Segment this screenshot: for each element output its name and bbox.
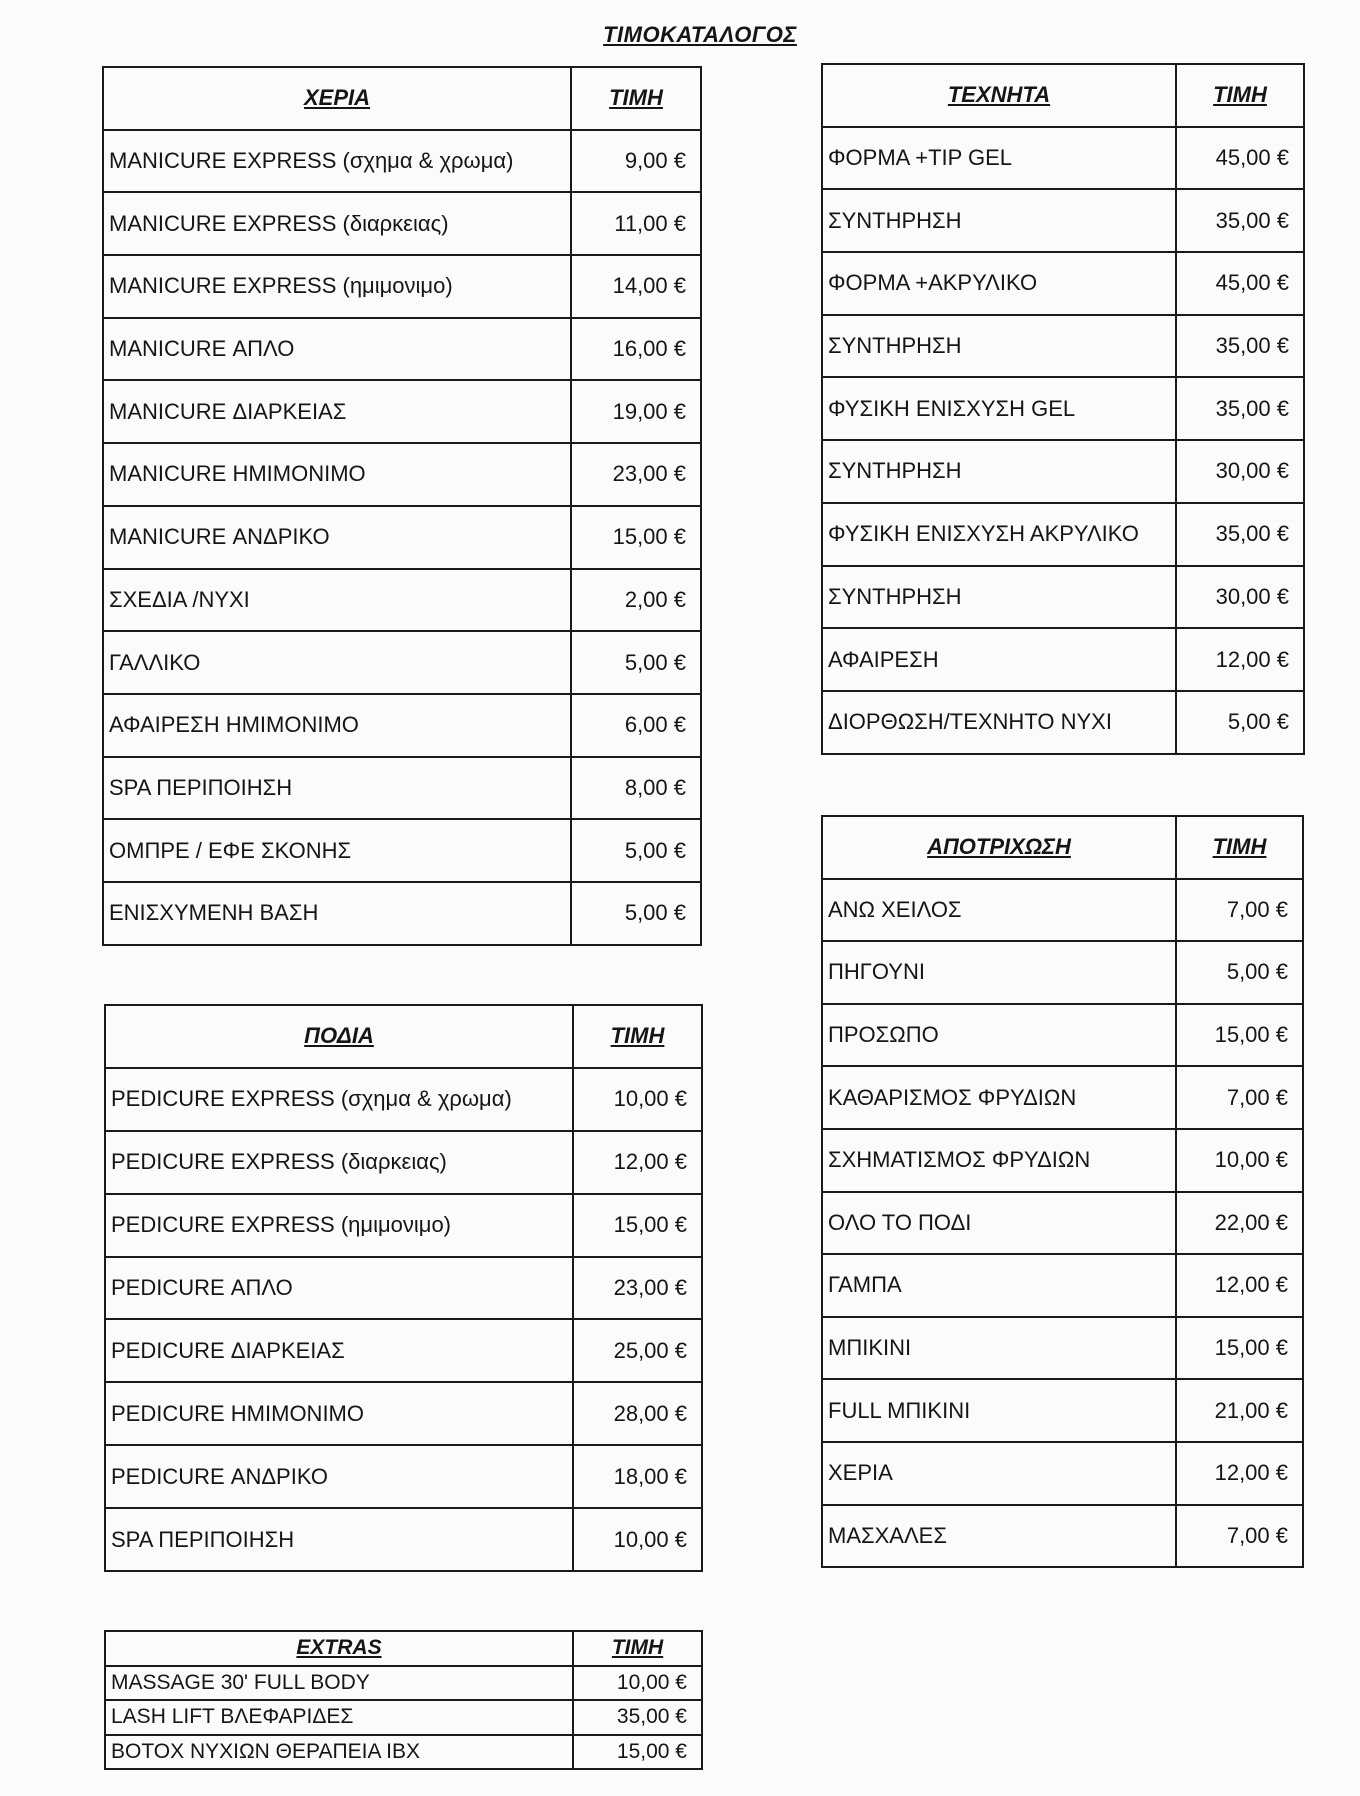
service-price: 5,00 €	[1176, 941, 1303, 1004]
service-price: 21,00 €	[1176, 1379, 1303, 1442]
table-header-row	[105, 1005, 702, 1068]
table-row	[105, 1666, 702, 1701]
table-row	[822, 1192, 1303, 1255]
service-price: 6,00 €	[571, 694, 701, 757]
table-row	[105, 1319, 702, 1382]
service-name: PEDICURE ΗΜΙΜΟΝΙΜΟ	[105, 1382, 573, 1445]
service-price: 8,00 €	[571, 757, 701, 820]
table-row	[822, 566, 1304, 629]
table-row	[822, 879, 1303, 942]
service-price: 22,00 €	[1176, 1192, 1303, 1255]
service-name: PEDICURE EXPRESS (ημιμονιμο)	[105, 1194, 573, 1257]
section-header: ΤΕΧΝΗΤΑ	[822, 64, 1176, 127]
service-price: 9,00 €	[571, 130, 701, 193]
table-row	[822, 628, 1304, 691]
table-row	[105, 1068, 702, 1131]
table-row	[822, 503, 1304, 566]
service-price: 35,00 €	[1176, 315, 1304, 378]
service-price: 7,00 €	[1176, 879, 1303, 942]
table-row	[105, 1382, 702, 1445]
service-price: 30,00 €	[1176, 566, 1304, 629]
service-price: 30,00 €	[1176, 440, 1304, 503]
table-row	[822, 1505, 1303, 1568]
price-header: ΤΙΜΗ	[573, 1631, 702, 1666]
table-row	[103, 255, 701, 318]
service-price: 10,00 €	[1176, 1129, 1303, 1192]
service-name: PEDICURE ΑΝΔΡΙΚΟ	[105, 1445, 573, 1508]
service-price: 11,00 €	[571, 192, 701, 255]
service-price: 45,00 €	[1176, 127, 1304, 190]
service-price: 35,00 €	[1176, 377, 1304, 440]
service-name: ΣΧΗΜΑΤΙΣΜΟΣ ΦΡΥΔΙΩΝ	[822, 1129, 1176, 1192]
service-price: 15,00 €	[1176, 1317, 1303, 1380]
price-header: ΤΙΜΗ	[573, 1005, 702, 1068]
table-row	[103, 819, 701, 882]
service-price: 5,00 €	[571, 882, 701, 945]
service-name: FULL ΜΠΙΚΙΝΙ	[822, 1379, 1176, 1442]
table-row	[105, 1257, 702, 1320]
service-price: 14,00 €	[571, 255, 701, 318]
service-price: 18,00 €	[573, 1445, 702, 1508]
service-price: 12,00 €	[1176, 1254, 1303, 1317]
price-header: ΤΙΜΗ	[571, 67, 701, 130]
section-header: EXTRAS	[105, 1631, 573, 1666]
table-row	[822, 440, 1304, 503]
service-price: 12,00 €	[1176, 1442, 1303, 1505]
service-price: 25,00 €	[573, 1319, 702, 1382]
service-name: PEDICURE EXPRESS (διαρκειας)	[105, 1131, 573, 1194]
table-row	[103, 318, 701, 381]
service-name: MANICURE ΔΙΑΡΚΕΙΑΣ	[103, 380, 571, 443]
service-name: MANICURE EXPRESS (σχημα & χρωμα)	[103, 130, 571, 193]
table-row	[822, 377, 1304, 440]
service-price: 10,00 €	[573, 1508, 702, 1571]
service-price: 10,00 €	[573, 1068, 702, 1131]
service-name: MANICURE EXPRESS (ημιμονιμο)	[103, 255, 571, 318]
service-name: ΚΑΘΑΡΙΣΜΟΣ ΦΡΥΔΙΩΝ	[822, 1066, 1176, 1129]
service-name: ΕΝΙΣΧΥΜΕΝΗ ΒΑΣΗ	[103, 882, 571, 945]
table-row	[822, 315, 1304, 378]
service-name: ΠΗΓΟΥΝΙ	[822, 941, 1176, 1004]
service-price: 5,00 €	[571, 631, 701, 694]
table-header-row	[105, 1631, 702, 1666]
service-name: SPA ΠΕΡΙΠΟΙΗΣΗ	[105, 1508, 573, 1571]
table-row	[103, 757, 701, 820]
service-price: 12,00 €	[1176, 628, 1304, 691]
service-name: BOTOX ΝΥΧΙΩΝ ΘΕΡΑΠΕΙΑ IBX	[105, 1735, 573, 1770]
service-name: ΣΥΝΤΗΡΗΣΗ	[822, 315, 1176, 378]
service-name: MANICURE ΑΝΔΡΙΚΟ	[103, 506, 571, 569]
service-price: 45,00 €	[1176, 252, 1304, 315]
artificial-nails-price-table	[821, 63, 1305, 755]
service-name: MASSAGE 30' FULL BODY	[105, 1666, 573, 1701]
service-name: ΦΟΡΜΑ +TIP GEL	[822, 127, 1176, 190]
service-price: 15,00 €	[571, 506, 701, 569]
table-row	[105, 1508, 702, 1571]
service-name: MANICURE ΗΜΙΜΟΝΙΜΟ	[103, 443, 571, 506]
service-price: 35,00 €	[1176, 189, 1304, 252]
table-header-row	[103, 67, 701, 130]
table-header-row	[822, 816, 1303, 879]
service-name: ΔΙΟΡΘΩΣΗ/ΤΕΧΝΗΤΟ ΝΥΧΙ	[822, 691, 1176, 754]
table-row	[822, 1129, 1303, 1192]
table-row	[822, 252, 1304, 315]
service-name: ΜΑΣΧΑΛΕΣ	[822, 1505, 1176, 1568]
service-name: LASH LIFT ΒΛΕΦΑΡΙΔΕΣ	[105, 1700, 573, 1735]
service-name: SPA ΠΕΡΙΠΟΙΗΣΗ	[103, 757, 571, 820]
page-title: ΤΙΜΟΚΑΤΑΛΟΓΟΣ	[603, 22, 797, 47]
service-price: 15,00 €	[573, 1735, 702, 1770]
service-name: ΠΡΟΣΩΠΟ	[822, 1004, 1176, 1067]
service-name: ΟΛΟ ΤΟ ΠΟΔΙ	[822, 1192, 1176, 1255]
service-price: 16,00 €	[571, 318, 701, 381]
service-name: ΦΟΡΜΑ +ΑΚΡΥΛΙΚΟ	[822, 252, 1176, 315]
table-row	[103, 569, 701, 632]
service-name: MANICURE EXPRESS (διαρκειας)	[103, 192, 571, 255]
service-name: PEDICURE ΔΙΑΡΚΕΙΑΣ	[105, 1319, 573, 1382]
price-header: ΤΙΜΗ	[1176, 816, 1303, 879]
table-row	[822, 1442, 1303, 1505]
waxing-price-table	[821, 815, 1304, 1568]
table-row	[822, 691, 1304, 754]
service-name: ΓΑΛΛΙΚΟ	[103, 631, 571, 694]
table-row	[103, 882, 701, 945]
service-name: ΓΑΜΠΑ	[822, 1254, 1176, 1317]
table-row	[105, 1445, 702, 1508]
service-name: ΦΥΣΙΚΗ ΕΝΙΣΧΥΣΗ ΑΚΡΥΛΙΚΟ	[822, 503, 1176, 566]
table-row	[103, 631, 701, 694]
service-price: 28,00 €	[573, 1382, 702, 1445]
service-name: ΣΥΝΤΗΡΗΣΗ	[822, 189, 1176, 252]
table-row	[105, 1131, 702, 1194]
service-price: 2,00 €	[571, 569, 701, 632]
table-row	[822, 127, 1304, 190]
service-price: 12,00 €	[573, 1131, 702, 1194]
service-price: 19,00 €	[571, 380, 701, 443]
feet-price-table	[104, 1004, 703, 1572]
section-header: ΧΕΡΙΑ	[103, 67, 571, 130]
service-price: 15,00 €	[573, 1194, 702, 1257]
service-name: ΣΥΝΤΗΡΗΣΗ	[822, 440, 1176, 503]
table-row	[103, 443, 701, 506]
price-header: ΤΙΜΗ	[1176, 64, 1304, 127]
table-row	[103, 694, 701, 757]
extras-price-table	[104, 1630, 703, 1770]
table-row	[822, 941, 1303, 1004]
service-price: 7,00 €	[1176, 1066, 1303, 1129]
service-name: PEDICURE EXPRESS (σχημα & χρωμα)	[105, 1068, 573, 1131]
service-price: 35,00 €	[1176, 503, 1304, 566]
table-row	[822, 1004, 1303, 1067]
hands-price-table	[102, 66, 702, 946]
service-name: ΑΝΩ ΧΕΙΛΟΣ	[822, 879, 1176, 942]
service-price: 23,00 €	[571, 443, 701, 506]
table-row	[105, 1735, 702, 1770]
service-name: ΑΦΑΙΡΕΣΗ	[822, 628, 1176, 691]
service-name: PEDICURE ΑΠΛΟ	[105, 1257, 573, 1320]
service-name: ΦΥΣΙΚΗ ΕΝΙΣΧΥΣΗ GEL	[822, 377, 1176, 440]
table-row	[103, 380, 701, 443]
service-name: ΜΠΙΚΙΝΙ	[822, 1317, 1176, 1380]
table-row	[105, 1194, 702, 1257]
section-header: ΑΠΟΤΡΙΧΩΣΗ	[822, 816, 1176, 879]
table-row	[103, 130, 701, 193]
service-name: ΣΥΝΤΗΡΗΣΗ	[822, 566, 1176, 629]
table-row	[822, 1066, 1303, 1129]
table-row	[103, 192, 701, 255]
service-name: ΟΜΠΡΕ / ΕΦΕ ΣΚΟΝΗΣ	[103, 819, 571, 882]
service-price: 7,00 €	[1176, 1505, 1303, 1568]
service-price: 5,00 €	[571, 819, 701, 882]
service-price: 15,00 €	[1176, 1004, 1303, 1067]
table-row	[822, 1254, 1303, 1317]
service-name: MANICURE ΑΠΛΟ	[103, 318, 571, 381]
table-header-row	[822, 64, 1304, 127]
section-header: ΠΟΔΙΑ	[105, 1005, 573, 1068]
table-row	[822, 189, 1304, 252]
service-name: ΑΦΑΙΡΕΣΗ ΗΜΙΜΟΝΙΜΟ	[103, 694, 571, 757]
service-price: 5,00 €	[1176, 691, 1304, 754]
service-price: 35,00 €	[573, 1700, 702, 1735]
service-name: ΣΧΕΔΙΑ /ΝΥΧΙ	[103, 569, 571, 632]
table-row	[103, 506, 701, 569]
service-name: ΧΕΡΙΑ	[822, 1442, 1176, 1505]
service-price: 10,00 €	[573, 1666, 702, 1701]
table-row	[105, 1700, 702, 1735]
table-row	[822, 1317, 1303, 1380]
service-price: 23,00 €	[573, 1257, 702, 1320]
table-row	[822, 1379, 1303, 1442]
